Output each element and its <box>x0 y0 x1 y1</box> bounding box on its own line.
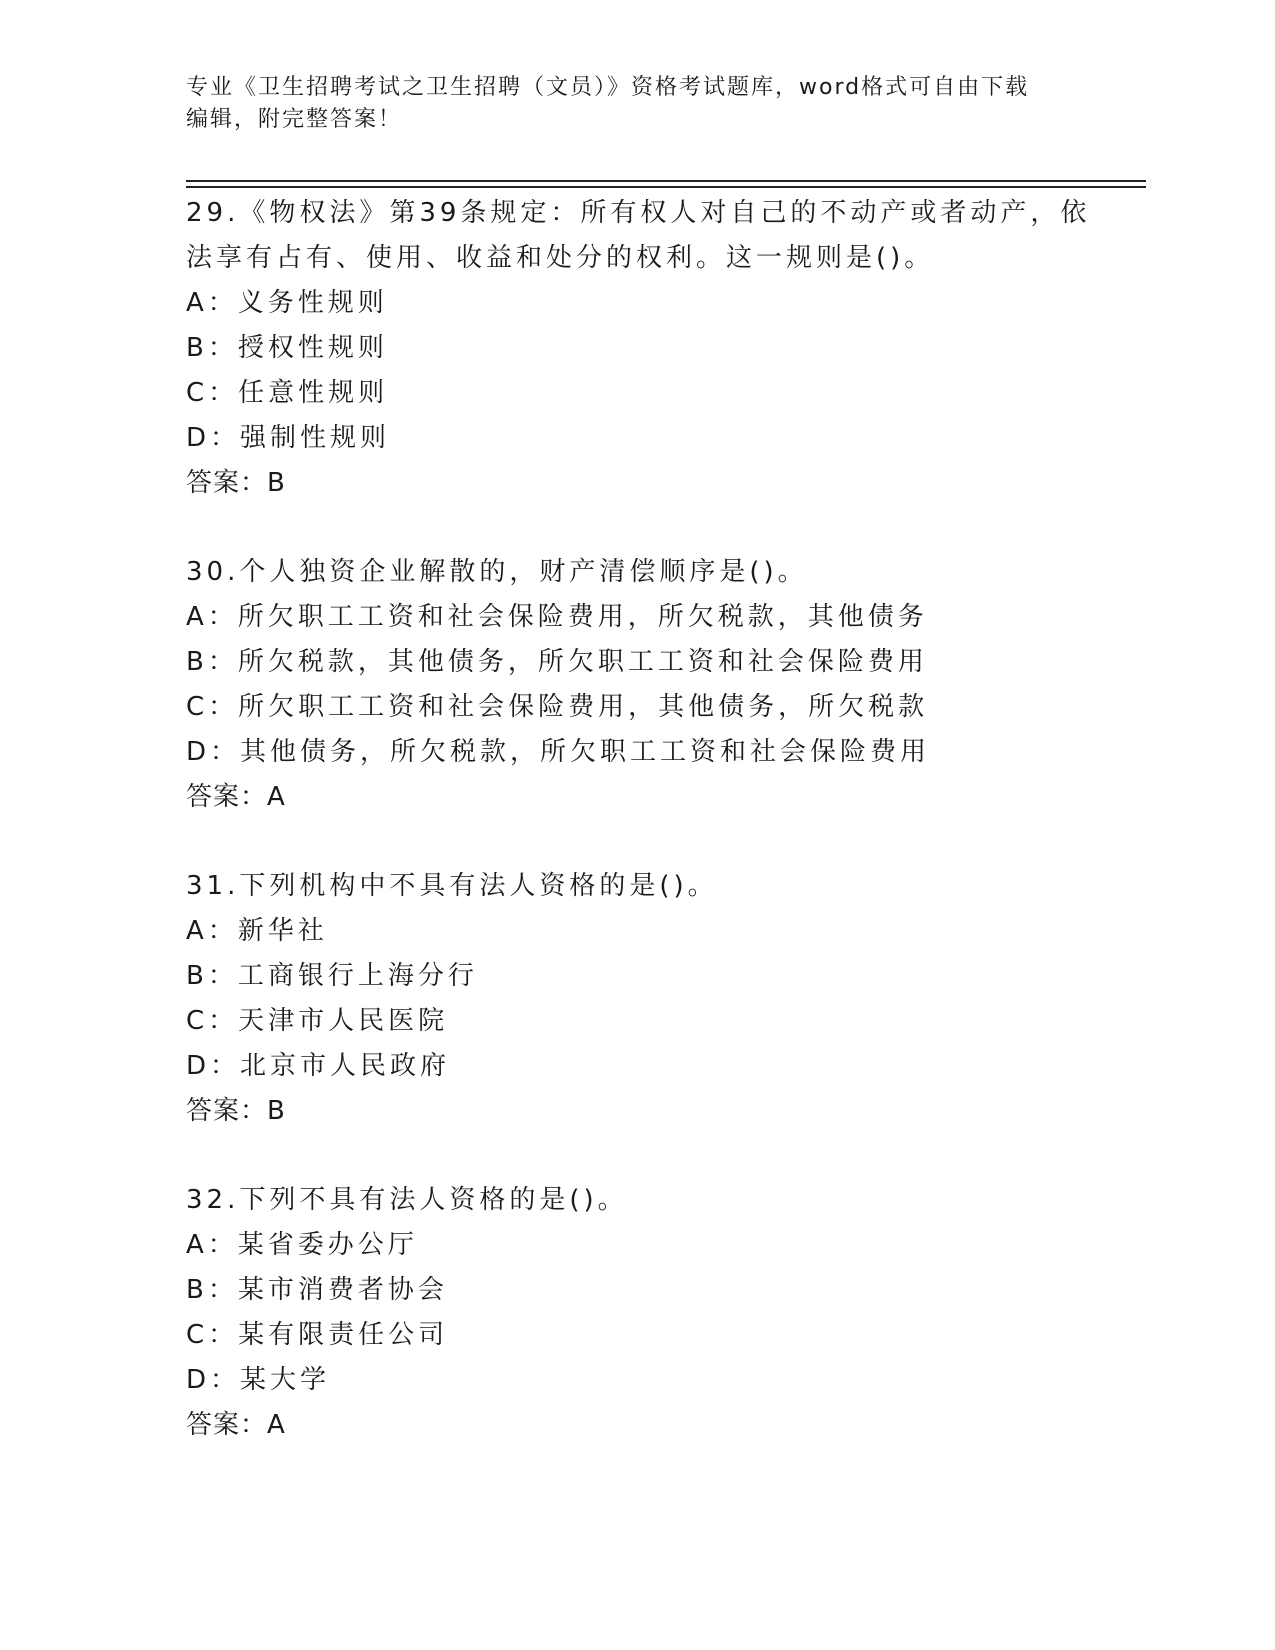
option-a: A：某省委办公厅 <box>186 1230 418 1260</box>
question-30 <box>186 550 1086 820</box>
header-line-1: 专业《卫生招聘考试之卫生招聘（文员）》资格考试题库，word格式可自由下载 <box>186 75 1030 100</box>
answer-label: 答案：A <box>186 1410 286 1440</box>
option-d: D：北京市人民政府 <box>186 1051 451 1081</box>
option-b: B：工商银行上海分行 <box>186 961 478 991</box>
answer-label: 答案：B <box>186 468 286 498</box>
question-29 <box>186 191 1091 506</box>
option-c: C：某有限责任公司 <box>186 1320 449 1350</box>
question-list <box>186 191 1091 1492</box>
option-b: B：所欠税款，其他债务，所欠职工工资和社会保险费用 <box>186 647 928 677</box>
question-stem-line: 29.《物权法》第39条规定：所有权人对自己的不动产或者动产，依 <box>186 198 1091 228</box>
option-a: A：所欠职工工资和社会保险费用，所欠税款，其他债务 <box>186 602 928 632</box>
question-stem-line: 法享有占有、使用、收益和处分的权利。这一规则是()。 <box>186 243 935 273</box>
answer-label: 答案：A <box>186 782 286 812</box>
header-divider-bottom <box>186 186 1146 188</box>
option-a: A：义务性规则 <box>186 288 388 318</box>
option-c: C：所欠职工工资和社会保险费用，其他债务，所欠税款 <box>186 692 929 722</box>
option-a: A：新华社 <box>186 916 328 946</box>
document-header <box>186 72 1086 136</box>
option-b: B：授权性规则 <box>186 333 388 363</box>
question-stem-line: 31.下列机构中不具有法人资格的是()。 <box>186 871 718 901</box>
option-d: D：其他债务，所欠税款，所欠职工工资和社会保险费用 <box>186 737 931 767</box>
header-line-2: 编辑，附完整答案！ <box>186 107 403 132</box>
option-d: D：强制性规则 <box>186 423 391 453</box>
header-divider-top <box>186 180 1146 182</box>
answer-label: 答案：B <box>186 1096 286 1126</box>
option-d: D：某大学 <box>186 1365 331 1395</box>
question-32 <box>186 1178 1086 1448</box>
question-31 <box>186 864 1086 1134</box>
option-c: C：任意性规则 <box>186 378 389 408</box>
question-stem-line: 32.下列不具有法人资格的是()。 <box>186 1185 628 1215</box>
option-c: C：天津市人民医院 <box>186 1006 449 1036</box>
question-stem-line: 30.个人独资企业解散的，财产清偿顺序是()。 <box>186 557 808 587</box>
option-b: B：某市消费者协会 <box>186 1275 448 1305</box>
